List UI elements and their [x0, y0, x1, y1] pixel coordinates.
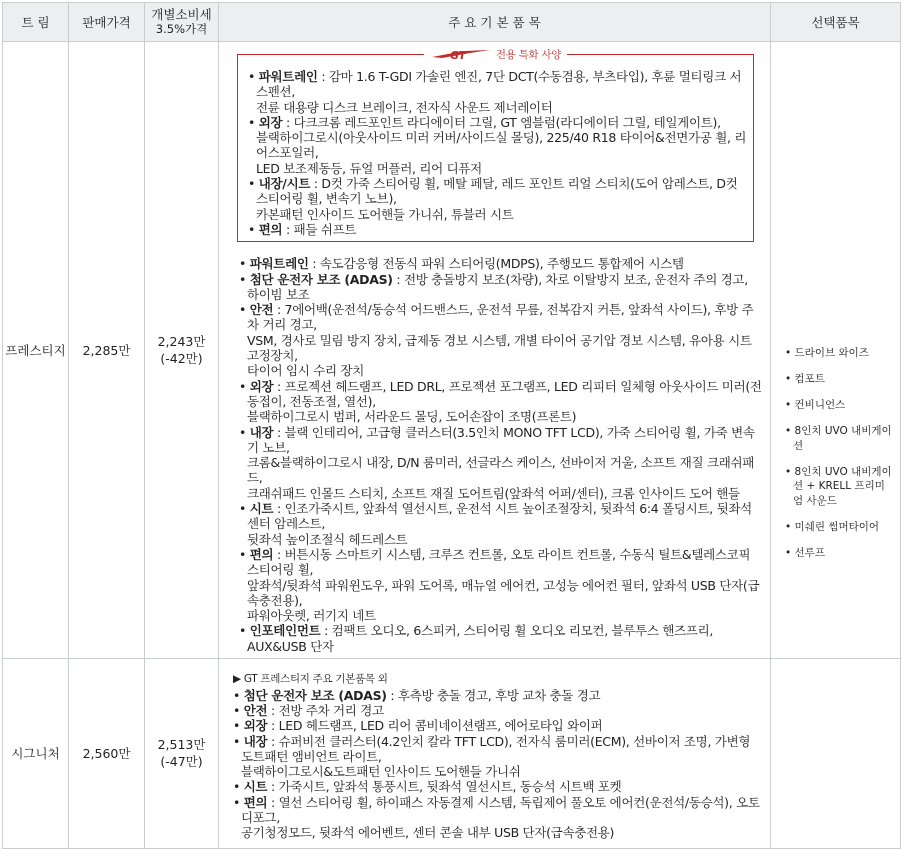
options-cell: [771, 42, 901, 659]
option-item: • 드라이브 와이즈: [785, 346, 892, 361]
gt-special-label: 전용 특화 사양: [495, 49, 562, 61]
item-continuation: 블랙하이그로시 범퍼, 서라운드 몰딩, 도어손잡이 조명(프론트): [247, 409, 577, 425]
spec-item: [231, 688, 762, 703]
item-text: : 블랙 인테리어, 고급형 클러스터(3.5인치 MONO TFT LCD), 가죽 스티어링 휠, 가죽 변속기 노브,: [247, 424, 755, 455]
gt-logo-icon: [430, 48, 492, 62]
item-category: 내장: [243, 733, 268, 749]
trim-name: 프레스티지: [3, 42, 69, 659]
spec-item: [237, 501, 762, 532]
tax-price-diff: (-47만): [160, 754, 203, 770]
gt-special-title: [238, 46, 753, 63]
spec-item: [237, 623, 762, 654]
header-tax-price: [145, 3, 219, 42]
spec-item: [231, 795, 762, 826]
options-cell-empty: [771, 658, 901, 848]
spec-item: [237, 547, 762, 578]
header-main-items: 주 요 기 본 품 목: [219, 3, 771, 42]
item-continuation: 파워아웃렛, 러기지 네트: [247, 608, 376, 624]
item-category: 안전: [249, 302, 274, 318]
options-list: [785, 128, 892, 560]
option-item: • 미쉐린 썸머타이어: [785, 520, 892, 535]
signature-intro: ▶ GT 프레스티지 주요 기본품목 외: [233, 673, 388, 686]
item-continuation: 뒷좌석 높이조절식 헤드레스트: [247, 531, 408, 547]
spec-item: [231, 703, 762, 718]
gt-spec-item: [246, 222, 747, 237]
item-continuation: 전륜 대용량 디스크 브레이크, 전자식 사운드 제너레이터: [256, 99, 553, 115]
item-category: 외장: [258, 114, 283, 130]
spec-item: [231, 734, 762, 765]
item-continuation: 카본패턴 인사이드 도어핸들 가니쉬, 튜블러 시트: [256, 206, 514, 222]
header-options: 선택품목: [771, 3, 901, 42]
gt-spec-item: [246, 69, 747, 100]
prestige-item-list: [231, 256, 762, 654]
gt-logo-text: GT: [449, 49, 466, 62]
item-text: : D컷 가죽 스티어링 휠, 메탈 페달, 레드 포인트 리얼 스티치(도어 암레스트, D컷 스티어링 휠, 변속기 노브),: [256, 176, 738, 207]
gt-spec-item: [246, 115, 747, 130]
spec-item: [237, 425, 762, 456]
item-text: : 컴팩트 오디오, 6스피커, 스티어링 휠 오디오 리모컨, 블루투스 핸즈프리, AUX&USB 단자: [247, 623, 714, 654]
tax-price-diff: (-42만): [160, 350, 203, 366]
option-item: • 컨비니언스: [785, 398, 892, 413]
header-tax-rate: 3.5%가격: [155, 22, 208, 36]
prestige-items-cell: [219, 42, 771, 659]
spec-item: [237, 379, 762, 410]
item-continuation: 타이어 임시 수리 장치: [247, 363, 364, 379]
option-item: • 8인치 UVO 내비게이션 + KRELL 프리미엄 사운드: [785, 465, 892, 509]
item-continuation: 앞좌석/뒷좌석 파워윈도우, 파워 도어록, 매뉴얼 에어컨, 고성능 에어컨 필터, 앞좌석 USB 단자(급속충전용),: [247, 577, 760, 608]
trim-spec-table: [2, 2, 901, 849]
item-text: : 전방 주차 거리 경고: [267, 702, 384, 718]
item-text: : 열선 스티어링 휠, 하이패스 자동결제 시스템, 독립제어 풀오토 에어컨(운전석/동승석), 오토 디포그,: [241, 794, 760, 826]
trim-price: 2,560만: [69, 658, 145, 848]
header-tax-label: 개별소비세: [151, 7, 212, 22]
trim-tax-price: [145, 658, 219, 848]
signature-item-list: [231, 688, 762, 841]
header-price: 판매가격: [69, 3, 145, 42]
item-continuation: 공기청정모드, 뒷좌석 에어벤트, 센터 콘솔 내부 USB 단자(급속충전용): [241, 825, 615, 841]
item-text: : 후측방 충돌 경고, 후방 교차 충돌 경고: [386, 687, 601, 703]
item-text: : 버튼시동 스마트키 시스템, 크루즈 컨트롤, 오토 라이트 컨트롤, 수동식 틸트&텔레스코픽 스티어링 휠,: [247, 546, 751, 578]
option-item: • 선루프: [785, 546, 892, 561]
item-category: 시트: [249, 501, 274, 517]
item-continuation: 블랙하이그로시(아웃사이드 미러 커버/사이드실 몰딩), 225/40 R18 타이어&전면가공 휠, 리어스포일러,: [256, 130, 747, 161]
item-text: : 가죽시트, 앞좌석 통풍시트, 뒷좌석 열선시트, 동승석 시트백 포켓: [267, 779, 622, 795]
item-category: 파워트레인: [258, 69, 318, 84]
trim-price: 2,285만: [69, 42, 145, 659]
item-category: 첨단 운전자 보조 (ADAS): [249, 271, 393, 287]
item-continuation: 크롬&블랙하이그로시 내장, D/N 룸미러, 선글라스 케이스, 선바이저 거울, 소프트 재질 크래쉬패드,: [247, 455, 755, 486]
option-item: • 컴포트: [785, 372, 892, 387]
item-text: : 7에어백(운전석/동승석 어드밴스드, 운전석 무릎, 전복감지 커튼, 앞좌석 사이드), 후방 주차 거리 경고,: [247, 302, 754, 333]
trim-row-signature: [3, 658, 901, 848]
trim-row-prestige: [3, 42, 901, 659]
item-category: 편의: [243, 794, 268, 810]
signature-items-cell: [219, 658, 771, 848]
item-continuation: VSM, 경사로 밀림 방지 장치, 급제동 경보 시스템, 개별 타이어 공기압 경보 시스템, 유아용 시트 고정장치,: [247, 332, 752, 364]
item-category: 편의: [258, 221, 283, 237]
item-category: 파워트레인: [249, 256, 309, 272]
spec-item: [237, 256, 762, 271]
item-continuation: 블랙하이그로시&도트패턴 인사이드 도어핸들 가니쉬: [241, 764, 521, 780]
spec-item: [231, 779, 762, 794]
item-text: : LED 헤드램프, LED 리어 콤비네이션램프, 에어로타입 와이퍼: [267, 718, 603, 734]
item-category: 편의: [249, 546, 274, 562]
item-category: 안전: [243, 702, 268, 718]
item-text: : 인조가죽시트, 앞좌석 열선시트, 운전석 시트 높이조절장치, 뒷좌석 6:4 폴딩시트, 뒷좌석 센터 암레스트,: [247, 501, 752, 532]
item-text: : 슈퍼비전 클러스터(4.2인치 칼라 TFT LCD), 전자식 룸미러(ECM), 선바이저 조명, 가변형 도트패턴 앰비언트 라이트,: [241, 733, 751, 764]
spec-item: [231, 718, 762, 733]
item-text: : 전방 충돌방지 보조(차량), 차로 이탈방지 보조, 운전자 주의 경고, 하이빔 보조: [247, 271, 748, 302]
header-trim: 트 림: [3, 3, 69, 42]
gt-special-box: [237, 49, 754, 242]
item-continuation: 크래쉬패드 인몰드 스티치, 소프트 재질 도어트림(앞좌석 어퍼/센터), 크롬 인사이드 도어 핸들: [247, 485, 740, 501]
item-category: 내장/시트: [258, 176, 311, 192]
item-category: 외장: [249, 378, 274, 394]
gt-special-list: [246, 69, 747, 237]
gt-spec-item: [246, 176, 747, 207]
item-category: 첨단 운전자 보조 (ADAS): [243, 687, 387, 703]
item-text: : 패들 쉬프트: [282, 221, 357, 237]
tax-price-value: 2,243만: [157, 333, 206, 349]
table-header-row: [3, 3, 901, 42]
item-text: : 속도감응형 전동식 파워 스티어링(MDPS), 주행모드 통합제어 시스템: [308, 256, 684, 272]
item-category: 외장: [243, 718, 268, 734]
item-category: 인포테인먼트: [249, 623, 321, 639]
spec-item: [237, 302, 762, 333]
spec-item: [237, 272, 762, 303]
item-text: : 감마 1.6 T-GDI 가솔린 엔진, 7단 DCT(수동겸용, 부츠타입), 후륜 멀티링크 서스펜션,: [256, 69, 742, 100]
tax-price-value: 2,513만: [157, 737, 206, 753]
item-text: : 프로젝션 헤드램프, LED DRL, 프로젝션 포그램프, LED 리피터 일체형 아웃사이드 미러(전동접이, 전동조절, 열선),: [247, 378, 762, 409]
trim-tax-price: [145, 42, 219, 659]
option-item: • 8인치 UVO 내비게이션: [785, 424, 892, 453]
item-continuation: LED 보조제동등, 듀얼 머플러, 리어 디퓨저: [256, 160, 482, 176]
item-category: 내장: [249, 424, 274, 440]
item-category: 시트: [243, 779, 268, 795]
trim-name: 시그니처: [3, 658, 69, 848]
item-text: : 다크크롬 레드포인트 라디에이터 그릴, GT 엠블럼(라디에이터 그릴, 테일게이트),: [282, 114, 721, 130]
